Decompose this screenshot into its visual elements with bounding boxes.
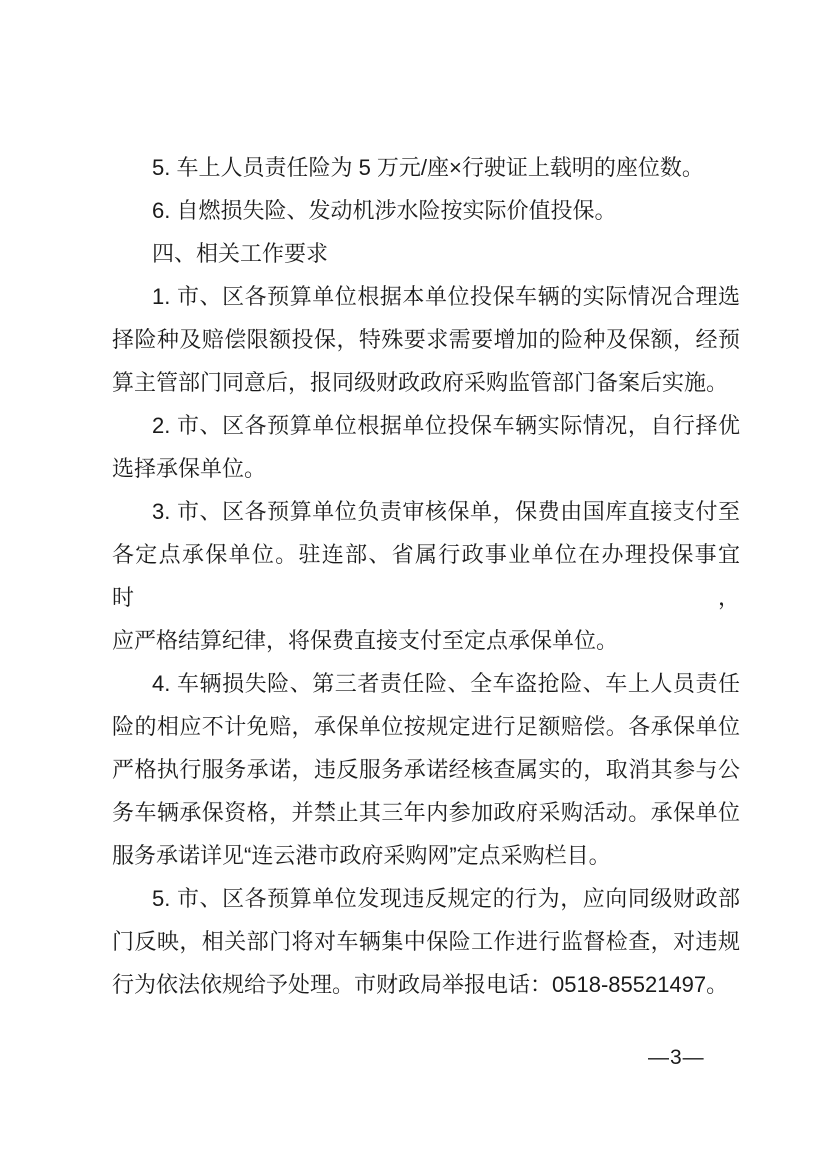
text-line: 门反映，相关部门将对车辆集中保险工作进行监督检查，对违规 <box>112 929 740 954</box>
text-line: 5. 市、区各预算单位发现违反规定的行为，应向同级财政部 <box>152 886 740 911</box>
text-line: 各定点承保单位。驻连部、省属行政事业单位在办理投保事宜时， <box>112 542 740 610</box>
text-line: 算主管部门同意后，报同级财政政府采购监管部门备案后实施。 <box>112 370 729 395</box>
page-number: —3— <box>648 1046 705 1069</box>
document-body <box>112 146 740 1006</box>
text-line: 6. 自燃损失险、发动机涉水险按实际价值投保。 <box>152 198 617 223</box>
text-line: 3. 市、区各预算单位负责审核保单，保费由国库直接支付至 <box>152 499 740 524</box>
text-line: 5. 车上人员责任险为 5 万元/座×行驶证上载明的座位数。 <box>152 155 704 180</box>
text-line: 险的相应不计免赔，承保单位按规定进行足额赔偿。各承保单位 <box>112 714 740 739</box>
text-line: 严格执行服务承诺，违反服务承诺经核查属实的，取消其参与公 <box>112 757 740 782</box>
text-line: 选择承保单位。 <box>112 456 267 481</box>
text-line: 2. 市、区各预算单位根据单位投保车辆实际情况，自行择优 <box>152 413 740 438</box>
text-line: 行为依法依规给予处理。市财政局举报电话：0518-85521497。 <box>112 972 729 997</box>
text-line: 4. 车辆损失险、第三者责任险、全车盗抢险、车上人员责任 <box>152 671 740 696</box>
text-line: 择险种及赔偿限额投保，特殊要求需要增加的险种及保额，经预 <box>112 327 740 352</box>
text-line: 四、相关工作要求 <box>152 241 329 266</box>
text-line: 务车辆承保资格，并禁止其三年内参加政府采购活动。承保单位 <box>112 800 740 825</box>
text-line: 应严格结算纪律，将保费直接支付至定点承保单位。 <box>112 628 619 653</box>
text-line: 1. 市、区各预算单位根据本单位投保车辆的实际情况合理选 <box>152 284 740 309</box>
text-line: 服务承诺详见“连云港市政府采购网”定点采购栏目。 <box>112 843 611 868</box>
